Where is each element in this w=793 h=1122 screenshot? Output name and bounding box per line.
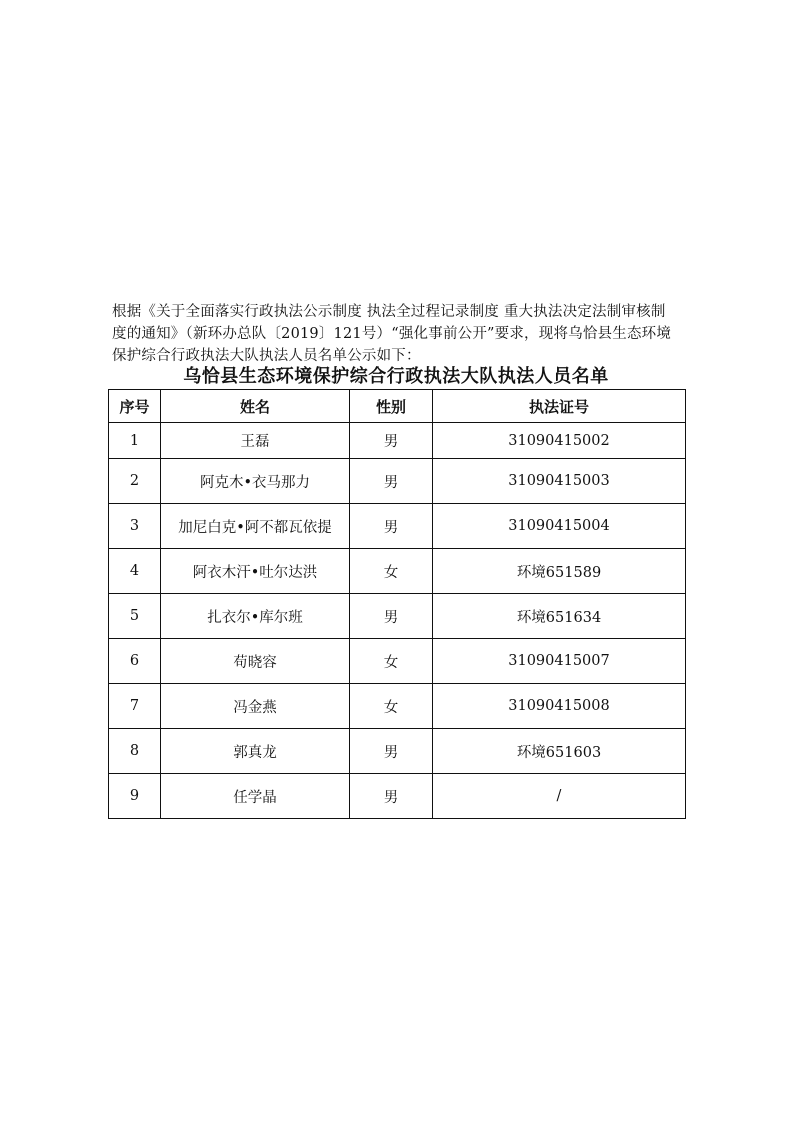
table-header-row <box>109 390 686 423</box>
cell-gender: 女 <box>350 549 433 594</box>
cell-name: 扎衣尔•库尔班 <box>161 594 350 639</box>
cell-name: 郭真龙 <box>161 729 350 774</box>
table-row <box>109 504 686 549</box>
table-row <box>109 729 686 774</box>
cell-cert-number: 环境651634 <box>433 594 686 639</box>
cell-seq: 7 <box>109 684 161 729</box>
cell-name: 阿克木•衣马那力 <box>161 459 350 504</box>
cell-seq: 9 <box>109 774 161 819</box>
header-name: 姓名 <box>161 390 350 423</box>
cell-seq: 2 <box>109 459 161 504</box>
table-row <box>109 684 686 729</box>
table-row <box>109 459 686 504</box>
cell-gender: 男 <box>350 504 433 549</box>
intro-paragraph <box>112 301 692 367</box>
table-row <box>109 774 686 819</box>
cell-seq: 6 <box>109 639 161 684</box>
cell-seq: 4 <box>109 549 161 594</box>
table-row <box>109 423 686 459</box>
cell-seq: 5 <box>109 594 161 639</box>
cell-cert-number: / <box>433 774 686 819</box>
cell-name: 加尼白克•阿不都瓦依提 <box>161 504 350 549</box>
cell-gender: 男 <box>350 423 433 459</box>
cell-name: 苟晓容 <box>161 639 350 684</box>
cell-gender: 女 <box>350 684 433 729</box>
cell-cert-number: 31090415007 <box>433 639 686 684</box>
cell-cert-number: 31090415004 <box>433 504 686 549</box>
intro-line: 保护综合行政执法大队执法人员名单公示如下： <box>112 348 421 364</box>
cell-gender: 男 <box>350 729 433 774</box>
cell-cert-number: 31090415008 <box>433 684 686 729</box>
table-row <box>109 594 686 639</box>
cell-cert-number: 环境651589 <box>433 549 686 594</box>
cell-name: 阿衣木汗•吐尔达洪 <box>161 549 350 594</box>
cell-cert-number: 31090415002 <box>433 423 686 459</box>
cell-name: 任学晶 <box>161 774 350 819</box>
cell-seq: 3 <box>109 504 161 549</box>
cell-name: 冯金燕 <box>161 684 350 729</box>
intro-line: 根据《关于全面落实行政执法公示制度 执法全过程记录制度 重大执法决定法制审核制 <box>112 304 666 320</box>
table-row <box>109 639 686 684</box>
cell-cert-number: 环境651603 <box>433 729 686 774</box>
cell-gender: 男 <box>350 459 433 504</box>
personnel-table <box>108 389 686 819</box>
header-gender: 性别 <box>350 390 433 423</box>
cell-gender: 女 <box>350 639 433 684</box>
cell-gender: 男 <box>350 774 433 819</box>
intro-line: 度的通知》（新环办总队〔2019〕121号）“强化事前公开”要求，现将乌恰县生态环境 <box>112 326 672 342</box>
header-cert-number: 执法证号 <box>433 390 686 423</box>
cell-seq: 1 <box>109 423 161 459</box>
cell-gender: 男 <box>350 594 433 639</box>
cell-name: 王磊 <box>161 423 350 459</box>
table-row <box>109 549 686 594</box>
header-seq: 序号 <box>109 390 161 423</box>
cell-cert-number: 31090415003 <box>433 459 686 504</box>
document-title: 乌恰县生态环境保护综合行政执法大队执法人员名单 <box>183 366 609 387</box>
cell-seq: 8 <box>109 729 161 774</box>
